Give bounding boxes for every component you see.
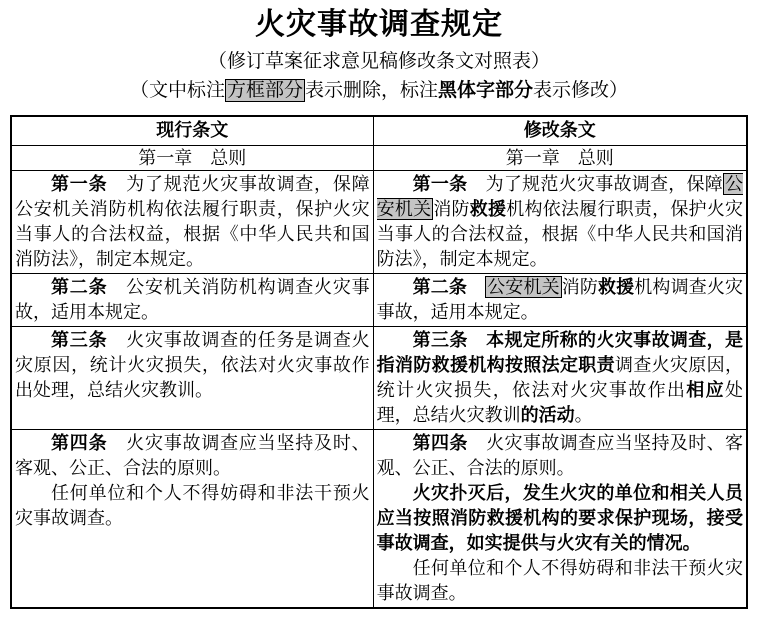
legend-line xyxy=(0,76,758,106)
text-run: 火灾事故调查的任务是调查火灾原因，统计火灾损失，依法对火灾事故作出处理，总结火灾教训。 xyxy=(15,330,370,400)
text-run: 机构依法履行职责，保护火灾当事人的合法权益，根据《中华人民共和国消防法》，制定本规定。 xyxy=(376,199,744,269)
table-row xyxy=(11,171,747,274)
paragraph xyxy=(15,275,370,325)
deleted-text-box: 公安机关 xyxy=(376,174,744,219)
modified-text-run: 第四条 xyxy=(412,433,468,453)
chapter-row xyxy=(11,146,747,171)
text-run: 为了规范火灾事故调查，保障 xyxy=(467,174,724,194)
current-text-cell xyxy=(11,327,373,430)
text-run: 处理，总结火灾教训 xyxy=(376,380,744,425)
modified-text-run: 火灾扑灭后，发生火灾的单位和相关人员应当按照消防救援机构的要求保护现场，接受事故调查，如实提供与火灾有关的情况。 xyxy=(376,483,743,553)
paragraph xyxy=(377,328,743,428)
text-run: 任何单位和个人不得妨碍和非法干预火灾事故调查。 xyxy=(376,558,743,603)
table-body xyxy=(11,146,747,609)
paragraph xyxy=(377,556,743,606)
paragraph xyxy=(377,481,743,556)
table-row xyxy=(11,430,747,609)
current-text-column-header: 现行条文 xyxy=(11,116,373,146)
revised-text-column-header: 修改条文 xyxy=(373,116,747,146)
legend-text: 表示修改） xyxy=(533,80,629,101)
modified-text-run: 第三条 xyxy=(51,330,108,350)
document-page xyxy=(0,6,758,632)
paragraph xyxy=(15,172,370,272)
modified-text-run: 救援 xyxy=(469,199,507,219)
text-run: 火灾事故调查应当坚持及时、客观、公正、合法的原则。 xyxy=(15,433,370,478)
comparison-table xyxy=(10,115,748,609)
paragraph xyxy=(377,275,743,325)
chapter-cell-revised: 第一章 总则 xyxy=(373,146,747,171)
text-run: 。 xyxy=(574,405,593,425)
deleted-text-box: 公安机关 xyxy=(487,277,560,297)
revised-text-cell xyxy=(373,274,747,327)
document-title: 火灾事故调查规定 xyxy=(255,8,503,41)
text-run: 为了规范火灾事故调查，保障公安机关消防机构依法履行职责，保护火灾当事人的合法权益，根据《中华人民共和国消防法》，制定本规定。 xyxy=(15,174,370,269)
text-run: 机构调查火灾事故，适用本规定。 xyxy=(376,277,743,322)
modified-text-run: 第一条 xyxy=(412,174,468,194)
paragraph xyxy=(377,172,743,272)
legend-text: 表示删除，标注 xyxy=(304,80,438,101)
current-text-cell xyxy=(11,171,373,274)
text-run: 消防 xyxy=(433,199,470,219)
table-header-row xyxy=(11,116,747,146)
text-run: 火灾事故调查应当坚持及时、客观、公正、合法的原则。 xyxy=(376,433,744,478)
modified-text-run: 第三条 本规定所称的火灾事故调查，是指消防救援机构按照法定职责 xyxy=(376,330,743,375)
text-run: 消防 xyxy=(561,277,599,297)
text-run: 公安机关消防机构调查火灾事故，适用本规定。 xyxy=(15,277,370,322)
current-text-cell xyxy=(11,430,373,609)
chapter-cell-current: 第一章 总则 xyxy=(11,146,373,171)
paragraph xyxy=(15,431,370,481)
modified-text-run: 第二条 xyxy=(412,277,468,297)
current-text-cell xyxy=(11,274,373,327)
table-row xyxy=(11,327,747,430)
legend-modified-sample: 黑体字部分 xyxy=(438,80,534,101)
modified-text-run: 的活动 xyxy=(520,405,575,425)
revised-text-cell xyxy=(373,327,747,430)
revised-text-cell xyxy=(373,171,747,274)
modified-text-run: 第四条 xyxy=(51,433,108,453)
paragraph xyxy=(377,431,743,481)
revised-text-cell xyxy=(373,430,747,609)
modified-text-run: 相应 xyxy=(686,380,726,400)
modified-text-run: 第一条 xyxy=(51,174,108,194)
legend-text: （文中标注 xyxy=(129,80,225,101)
document-subtitle: （修订草案征求意见稿修改条文对照表） xyxy=(207,51,550,72)
table-row xyxy=(11,274,747,327)
paragraph xyxy=(15,328,370,403)
modified-text-run: 救援 xyxy=(598,277,635,297)
modified-text-run: 第二条 xyxy=(51,277,108,297)
text-run xyxy=(467,277,485,297)
legend-deleted-box-sample: 方框部分 xyxy=(226,80,303,101)
paragraph xyxy=(15,481,370,531)
text-run: 任何单位和个人不得妨碍和非法干预火灾事故调查。 xyxy=(15,483,370,528)
text-run: 调查火灾原因，统计火灾损失，依法对火灾事故作出 xyxy=(376,355,744,400)
